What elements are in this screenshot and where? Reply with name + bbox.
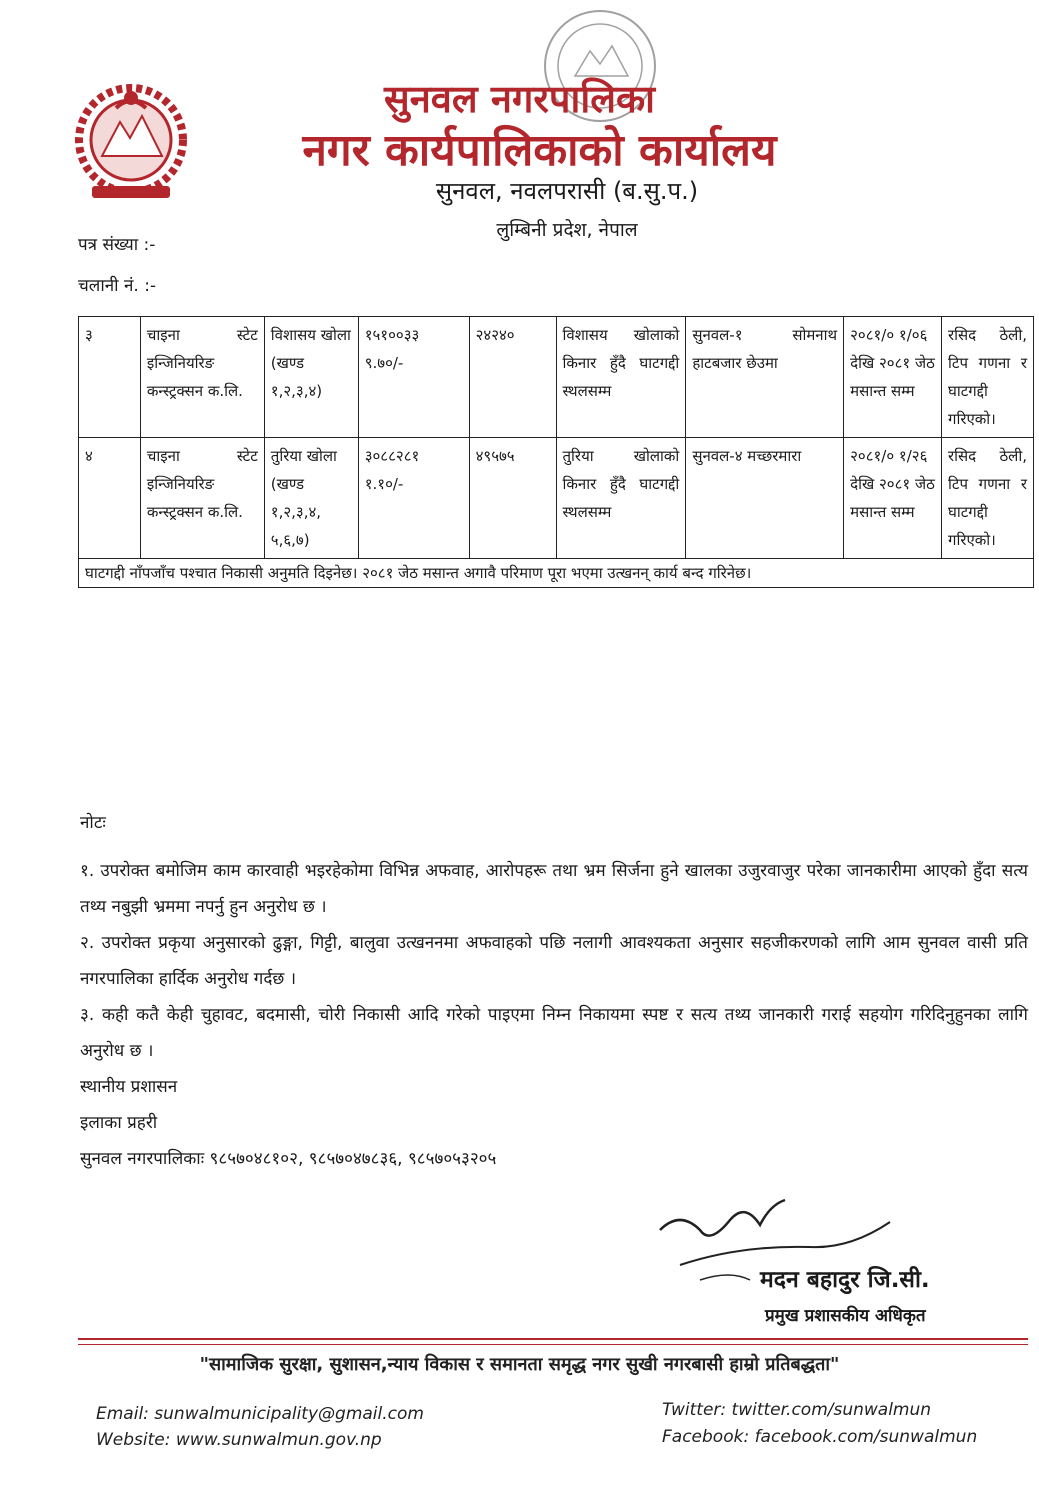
serial-cell: ४ (79, 438, 141, 559)
email-link[interactable]: Email: sunwalmunicipality@gmail.com (96, 1404, 424, 1424)
period-cell: २०८१/० १/२६ देखि २०८१ जेठ मसान्त सम्म (844, 438, 942, 559)
signatory-title: प्रमुख प्रशासकीय अधिकृत (765, 1306, 926, 1326)
table-row (79, 317, 1034, 438)
signatory-name: मदन बहादुर जि.सी. (760, 1267, 930, 1293)
contact-line: स्थानीय प्रशासन (80, 1077, 178, 1097)
contact-line: इलाका प्रहरी (80, 1113, 158, 1133)
table-row (79, 438, 1034, 559)
quantity-cell: २४२४० (469, 317, 556, 438)
remarks-cell: रसिद ठेली, टिप गणना र घाटगद्दी गरिएको। (942, 438, 1034, 559)
notes-section (80, 805, 1028, 1177)
dispatch-number: चलानी नं. :- (78, 276, 157, 296)
note-item: २. उपरोक्त प्रकृया अनुसारको ढुङ्गा, गिट्टी, बालुवा उत्खननमा अफवाहको पछि नलागी आवश्यकता अनुसार सहजीकरणको लागि आम सुनवल वासी प्रति नगरपालिका हार्दिक अनुरोध गर्दछ । (80, 933, 1028, 989)
quantity-cell: ४९५७५ (469, 438, 556, 559)
office-title: नगर कार्यपालिकाको कार्यालय (302, 125, 777, 176)
office-province: लुम्बिनी प्रदेश, नेपाल (496, 219, 638, 241)
route-cell: तुरिया खोलाको किनार हुँदै घाटगद्दी स्थलसम्म (556, 438, 686, 559)
table-footer-row (79, 559, 1034, 588)
footer-divider (78, 1344, 1028, 1345)
office-address: सुनवल, नवलपरासी (ब.सु.प.) (435, 177, 699, 205)
contact-line: सुनवल नगरपालिकाः ९८५७०४८१०२, ९८५७०४७८३६, ९८५७०५३२०५ (80, 1149, 497, 1169)
company-cell: चाइना स्टेट इन्जिनियरिङ कन्स्ट्रक्सन क.लि. (140, 317, 264, 438)
municipality-name: सुनवल नगरपालिका (384, 77, 655, 121)
route-cell: विशासय खोलाको किनार हुँदै घाटगद्दी स्थलसम्म (556, 317, 686, 438)
period-cell: २०८१/० १/०६ देखि २०८१ जेठ मसान्त सम्म (844, 317, 942, 438)
location-cell: सुनवल-१ सोमनाथ हाटबजार छेउमा (686, 317, 844, 438)
website-link[interactable]: Website: www.sunwalmun.gov.np (96, 1430, 382, 1450)
twitter-link[interactable]: Twitter: twitter.com/sunwalmun (662, 1400, 932, 1420)
river-cell: विशासय खोला (खण्ड १,२,३,४) (264, 317, 358, 438)
footer-divider (78, 1338, 1028, 1340)
serial-cell: ३ (79, 317, 141, 438)
motto: "सामाजिक सुरक्षा, सुशासन,न्याय विकास र समानता समृद्ध नगर सुखी नगरबासी हाम्रो प्रतिबद्धता" (199, 1354, 840, 1375)
table-footer-note: घाटगद्दी नाँपजाँच पश्चात निकासी अनुमति दिइनेछ। २०८१ जेठ मसान्त अगावै परिमाण पूरा भएमा उत्खनन् कार्य बन्द गरिनेछ। (79, 559, 1034, 588)
amount-cell: १५१००३३ ९.७०/- (358, 317, 469, 438)
location-cell: सुनवल-४ मच्छरमारा (686, 438, 844, 559)
company-cell: चाइना स्टेट इन्जिनियरिङ कन्स्ट्रक्सन क.लि. (140, 438, 264, 559)
remarks-cell: रसिद ठेली, टिप गणना र घाटगद्दी गरिएको। (942, 317, 1034, 438)
note-item: १. उपरोक्त बमोजिम काम कारवाही भइरहेकोमा विभिन्न अफवाह, आरोपहरू तथा भ्रम सिर्जना हुने खालका उजुरवाजुर परेका जानकारीमा आएको हुँदा सत्य तथ्य नबुझी भ्रममा नपर्नु हुन अनुरोध छ । (80, 861, 1028, 917)
amount-cell: ३०८८२८१ १.१०/- (358, 438, 469, 559)
river-cell: तुरिया खोला (खण्ड १,२,३,४, ५,६,७) (264, 438, 358, 559)
extraction-table (78, 316, 1034, 588)
letter-number: पत्र संख्या :- (78, 235, 156, 255)
facebook-link[interactable]: Facebook: facebook.com/sunwalmun (662, 1427, 978, 1447)
notes-heading: नोटः (80, 813, 106, 833)
note-item: ३. कही कतै केही चुहावट, बदमासी, चोरी निकासी आदि गरेको पाइएमा निम्न निकायमा स्पष्ट र सत्य तथ्य जानकारी गराई सहयोग गरिदिनुहुनका लागि अनुरोध छ । (80, 1005, 1028, 1061)
